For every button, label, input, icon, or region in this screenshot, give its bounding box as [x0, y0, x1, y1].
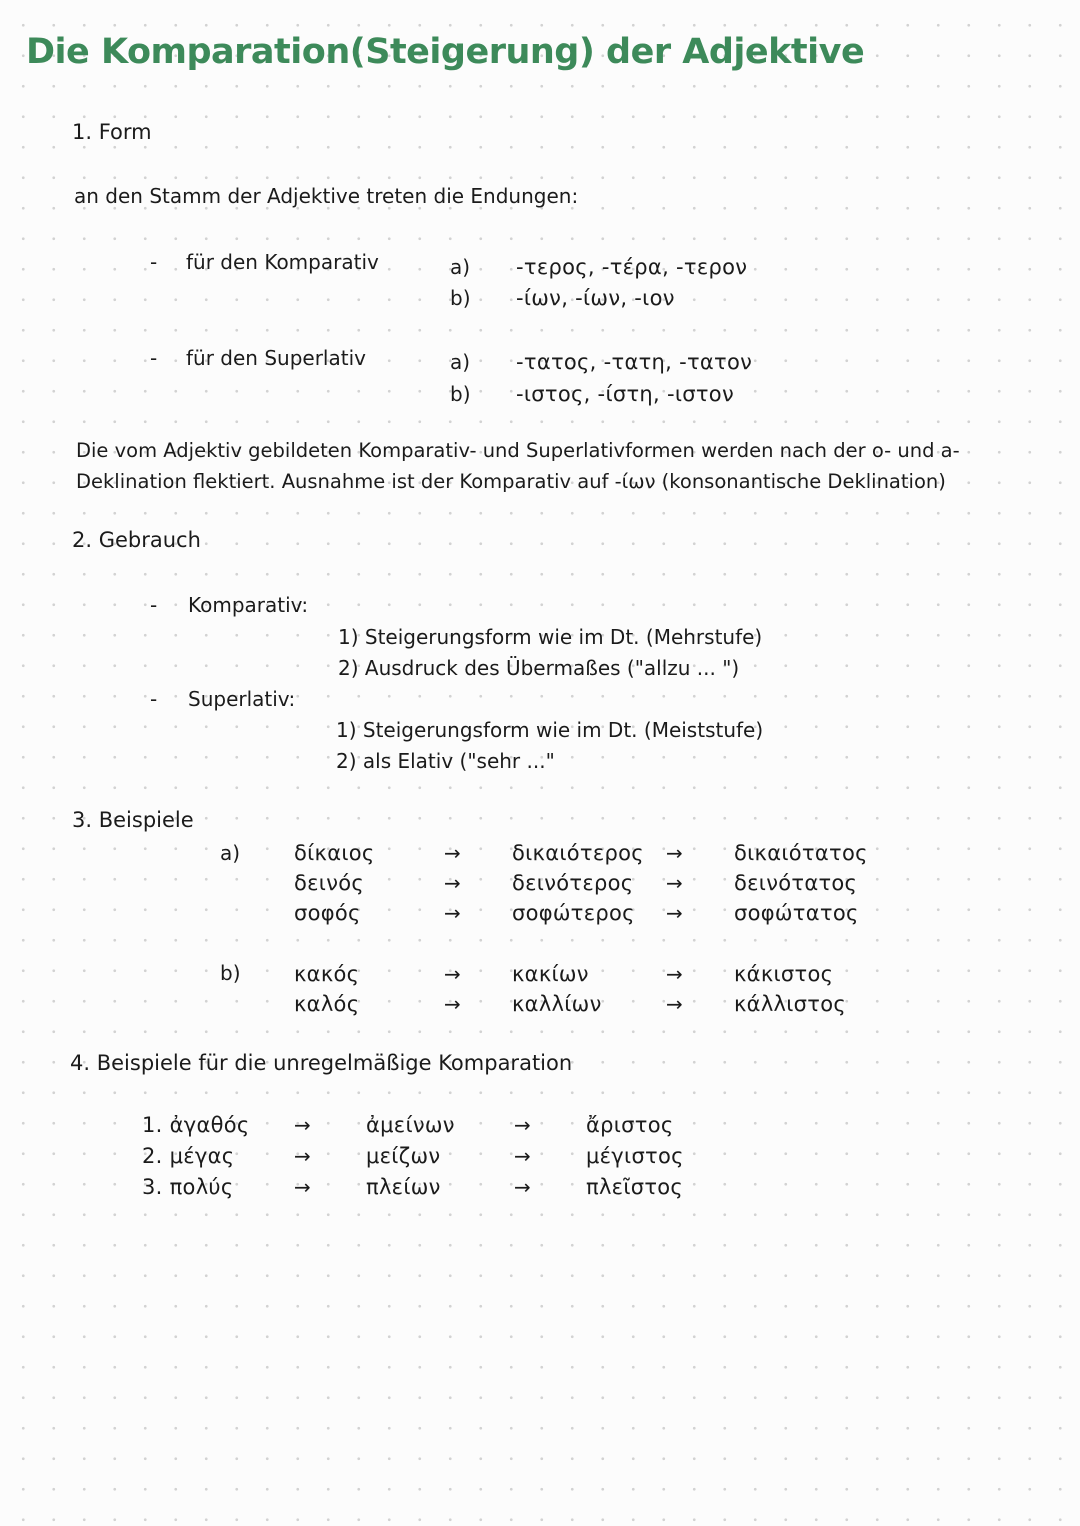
example-positive: δίκαιος [294, 841, 375, 865]
beispiele-b-marker: b) [220, 961, 241, 985]
irregular-superlative: ἄριστος [586, 1113, 674, 1137]
arrow-icon: → [666, 871, 683, 895]
arrow-icon: → [444, 841, 461, 865]
arrow-icon: → [666, 992, 683, 1016]
irregular-positive: 3. πολύς [142, 1175, 234, 1199]
arrow-icon: → [514, 1175, 531, 1199]
gebrauch-superlativ-use-2: 2) als Elativ ("sehr ..." [336, 749, 555, 773]
gebrauch-komparativ-use-2: 2) Ausdruck des Übermaßes ("allzu ... ") [338, 656, 740, 680]
komparativ-b-endings: -ίων, -ίων, -ιον [516, 286, 675, 310]
gebrauch-superlativ-use-1: 1) Steigerungsform wie im Dt. (Meiststufe) [336, 718, 764, 742]
arrow-icon: → [294, 1113, 311, 1137]
superlativ-b-marker: b) [450, 382, 471, 406]
superlativ-a-endings: -τατος, -τατη, -τατον [516, 350, 753, 374]
irregular-superlative: μέγιστος [586, 1144, 684, 1168]
superlativ-dash: - [150, 346, 158, 370]
komparativ-a-marker: a) [450, 255, 471, 279]
superlativ-label: für den Superlativ [186, 346, 366, 370]
gebrauch-komparativ-dash: - [150, 593, 158, 617]
gebrauch-komparativ-use-1: 1) Steigerungsform wie im Dt. (Mehrstufe) [338, 625, 763, 649]
irregular-positive: 1. ἀγαθός [142, 1113, 250, 1137]
example-positive: κακός [294, 962, 360, 986]
example-positive: καλός [294, 992, 360, 1016]
example-positive: δεινός [294, 871, 365, 895]
arrow-icon: → [514, 1144, 531, 1168]
arrow-icon: → [444, 962, 461, 986]
example-superlative: κάκιστος [734, 962, 834, 986]
example-superlative: δικαιότατος [734, 841, 868, 865]
komparativ-b-marker: b) [450, 286, 471, 310]
superlativ-a-marker: a) [450, 350, 471, 374]
irregular-comparative: μείζων [366, 1144, 441, 1168]
example-comparative: καλλίων [512, 992, 602, 1016]
page-title: Die Komparation(Steigerung) der Adjektive [26, 32, 865, 72]
example-comparative: δεινότερος [512, 871, 634, 895]
example-superlative: δεινότατος [734, 871, 858, 895]
arrow-icon: → [666, 841, 683, 865]
irregular-superlative: πλεῖστος [586, 1175, 684, 1199]
komparativ-a-endings: -τερος, -τέρα, -τερον [516, 255, 748, 279]
arrow-icon: → [444, 871, 461, 895]
beispiele-a-marker: a) [220, 841, 241, 865]
gebrauch-superlativ-label: Superlativ: [188, 687, 296, 711]
example-comparative: σοφώτερος [512, 901, 635, 925]
arrow-icon: → [444, 992, 461, 1016]
form-note-line-1: Die vom Adjektiv gebildeten Komparativ- und Superlativformen werden nach der o- und a- [76, 439, 960, 462]
section-form-heading: 1. Form [72, 120, 152, 144]
example-comparative: κακίων [512, 962, 589, 986]
arrow-icon: → [294, 1175, 311, 1199]
arrow-icon: → [514, 1113, 531, 1137]
example-comparative: δικαιότερος [512, 841, 644, 865]
irregular-positive: 2. μέγας [142, 1144, 235, 1168]
form-note-line-2: Deklination flektiert. Ausnahme ist der Komparativ auf -ίων (konsonantische Deklination) [76, 470, 946, 493]
example-superlative: σοφώτατος [734, 901, 859, 925]
section-gebrauch-heading: 2. Gebrauch [72, 528, 201, 552]
irregular-comparative: πλείων [366, 1175, 441, 1199]
section-beispiele-heading: 3. Beispiele [72, 808, 194, 832]
irregular-comparative: ἀμείνων [366, 1113, 455, 1137]
arrow-icon: → [666, 962, 683, 986]
example-superlative: κάλλιστος [734, 992, 847, 1016]
superlativ-b-endings: -ιστος, -ίστη, -ιστον [516, 382, 734, 406]
arrow-icon: → [444, 901, 461, 925]
example-positive: σοφός [294, 901, 361, 925]
gebrauch-komparativ-label: Komparativ: [188, 593, 309, 617]
form-intro: an den Stamm der Adjektive treten die Endungen: [74, 184, 579, 208]
gebrauch-superlativ-dash: - [150, 687, 158, 711]
komparativ-dash: - [150, 250, 158, 274]
arrow-icon: → [666, 901, 683, 925]
komparativ-label: für den Komparativ [186, 250, 379, 274]
arrow-icon: → [294, 1144, 311, 1168]
section-unregelmaessig-heading: 4. Beispiele für die unregelmäßige Komparation [70, 1051, 573, 1075]
